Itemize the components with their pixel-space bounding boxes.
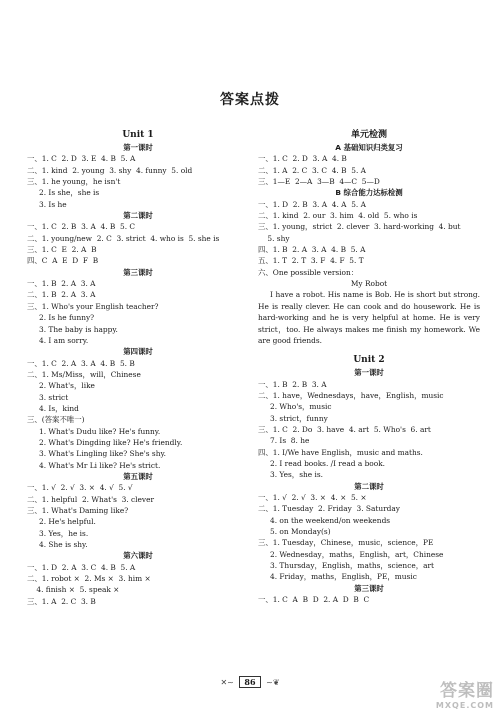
u2-lesson-2-heading: 第二课时 <box>354 481 384 491</box>
answer-line: 3. Thursday，English，maths，science，art <box>270 561 435 571</box>
watermark-bottom: MXQE.COM <box>435 701 494 710</box>
answer-line: 4. What's Mr Li like? He's strict. <box>39 460 161 470</box>
answer-line: 2. He's helpful. <box>39 517 96 527</box>
answer-line: 4. Friday，maths，English，PE，music <box>270 572 417 582</box>
answer-line: 2. I read books. /I read a book. <box>270 458 386 468</box>
answer-line: 二、1. have，Wednesdays，have，English，music <box>258 390 444 400</box>
lesson-6-heading: 第六课时 <box>123 551 153 561</box>
answer-line: 3. What's Lingling like? She's shy. <box>39 449 166 459</box>
answer-line: 二、1. young/new 2. C 3. strict 4. who is 5. she is <box>27 233 220 243</box>
answer-line: 一、1. B 2. A 3. A <box>27 279 96 289</box>
answer-line: 3. The baby is happy. <box>39 324 118 334</box>
lesson-1-heading: 第一课时 <box>123 143 153 152</box>
flourish-right-icon: ~❦ <box>266 678 280 687</box>
left-column <box>27 128 249 607</box>
answer-line: 4. finish × 5. speak × <box>27 585 120 595</box>
essay-paragraph: I have a robot. His name is Bob. He is short but strong. He is really clever. He can cook and do housework. He is hard-working and he is very helpful at home. He is very strict，too. He always makes me finish my homework. We are good friends. <box>258 290 480 345</box>
page-number: 86 <box>239 676 260 688</box>
answer-line: 一、1. C 2. A 3. A 4. B 5. B <box>27 358 135 368</box>
answer-line: 二、1. kind 2. our 3. him 4. old 5. who is <box>258 211 418 221</box>
unit-test-heading: 单元检测 <box>350 130 387 140</box>
answer-line: 2. What's Dingding like? He's friendly. <box>39 437 183 447</box>
answer-line: 2. Is she，she is <box>39 188 100 198</box>
answer-line: 三、1. he young，he isn't <box>27 177 121 187</box>
u2-lesson-1-heading: 第一课时 <box>354 368 384 378</box>
answer-line: 二、1. Ms/Miss，will，Chinese <box>27 369 141 379</box>
answer-line: 三、1. C 2. Do 3. have 4. art 5. Who's 6. art <box>258 424 431 434</box>
essay-title: My Robot <box>350 279 388 289</box>
flourish-left-icon: ✕~ <box>220 678 234 687</box>
answer-line: 四、1. I/We have English，music and maths. <box>258 447 423 457</box>
answer-line: 3. Yes，she is. <box>270 470 323 480</box>
answer-line: 五、1. T 2. T 3. F 4. F 5. T <box>258 256 364 266</box>
answer-line: 4. I am sorry. <box>39 335 89 345</box>
lesson-5-heading: 第五课时 <box>123 471 153 481</box>
answer-line: 三、1. C E 2. A B <box>27 245 97 255</box>
answer-line: 4. Is，kind <box>39 403 79 413</box>
answer-line: 一、1. √ 2. √ 3. × 4. √ 5. √ <box>27 483 133 493</box>
answer-line: 一、1. C 2. D 3. E 4. B 5. A <box>27 154 136 164</box>
answer-line: 3. Is he <box>39 199 67 209</box>
answer-line: 一、1. C 2. B 3. A 4. B 5. C <box>27 222 136 232</box>
lesson-4-heading: 第四课时 <box>123 347 153 357</box>
answer-line: 2. Who's，music <box>270 402 332 412</box>
lesson-2-heading: 第二课时 <box>123 211 153 221</box>
answer-line: 三、1—E 2—A 3—B 4—C 5—D <box>258 177 380 187</box>
answer-line: 三、(答案不唯一) <box>27 415 85 425</box>
answer-line: 三、1. What's Daming like? <box>27 506 129 515</box>
answer-line: 三、1. A 2. C 3. B <box>27 596 96 606</box>
answer-line: 2. Is he funny? <box>39 313 95 323</box>
answer-line: 一、1. C A B D 2. A D B C <box>258 595 370 605</box>
answer-line: 4. on the weekend/on weekends <box>270 515 391 525</box>
answer-line: 三、1. Tuesday，Chinese，music，science，PE <box>258 538 434 548</box>
unit-1-heading: Unit 1 <box>122 130 154 140</box>
answer-line: 3. strict <box>39 392 69 402</box>
answer-line: 三、1. young，strict 2. clever 3. hard-working 4. but <box>258 222 461 232</box>
answer-line: 3. Yes，he is. <box>39 528 89 538</box>
answer-line: 2. What's，like <box>39 381 95 391</box>
answer-line: 二、1. Tuesday 2. Friday 3. Saturday <box>258 504 400 514</box>
answer-line: 二、1. kind 2. young 3. shy 4. funny 5. old <box>27 165 193 175</box>
watermark-top: 答案圈 <box>440 681 494 701</box>
section-a-heading: A 基础知识归类复习 <box>335 143 403 152</box>
lesson-3-heading: 第三课时 <box>123 267 153 277</box>
answer-line: 一、1. √ 2. √ 3. × 4. × 5. × <box>258 492 367 502</box>
answer-line: 5. shy <box>258 233 290 243</box>
answer-line: 一、1. D 2. B 3. A 4. A 5. A <box>258 199 366 209</box>
answer-line: 一、1. B 2. B 3. A <box>258 379 327 389</box>
answer-line: 一、1. D 2. A 3. C 4. B 5. A <box>27 562 136 572</box>
u2-lesson-3-heading: 第三课时 <box>354 583 384 593</box>
answer-line: 二、1. B 2. A 3. A <box>27 290 96 300</box>
answer-line: 二、1. helpful 2. What's 3. clever <box>27 494 154 504</box>
answer-line: 一、1. C 2. D 3. A 4. B <box>258 154 347 164</box>
watermark-logo <box>398 676 494 710</box>
answer-line: 三、1. Who's your English teacher? <box>27 301 159 311</box>
answer-line: 7. Is 8. he <box>270 436 310 446</box>
right-column <box>258 128 480 605</box>
answer-line: 四、C A E D F B <box>27 256 99 266</box>
answer-line: 1. What's Dudu like? He's funny. <box>39 426 161 436</box>
section-b-heading: B 综合能力达标检测 <box>335 188 403 198</box>
unit-2-heading: Unit 2 <box>353 355 385 366</box>
answer-line: 2. Wednesday，maths，English，art，Chinese <box>270 549 444 559</box>
answer-line: 4. She is shy. <box>39 540 88 550</box>
answer-line: 3. strict，funny <box>270 413 328 423</box>
answer-line: 5. on Monday(s) <box>270 527 331 536</box>
answer-line: 四、1. B 2. A 3. A 4. B 5. A <box>258 245 366 255</box>
answer-line: 二、1. A 2. C 3. C 4. B 5. A <box>258 165 366 175</box>
answer-line: 六、One possible version： <box>258 267 359 277</box>
page-title: 答案点拨 <box>220 92 280 108</box>
answer-line: 二、1. robot × 2. Ms × 3. him × <box>27 574 151 584</box>
